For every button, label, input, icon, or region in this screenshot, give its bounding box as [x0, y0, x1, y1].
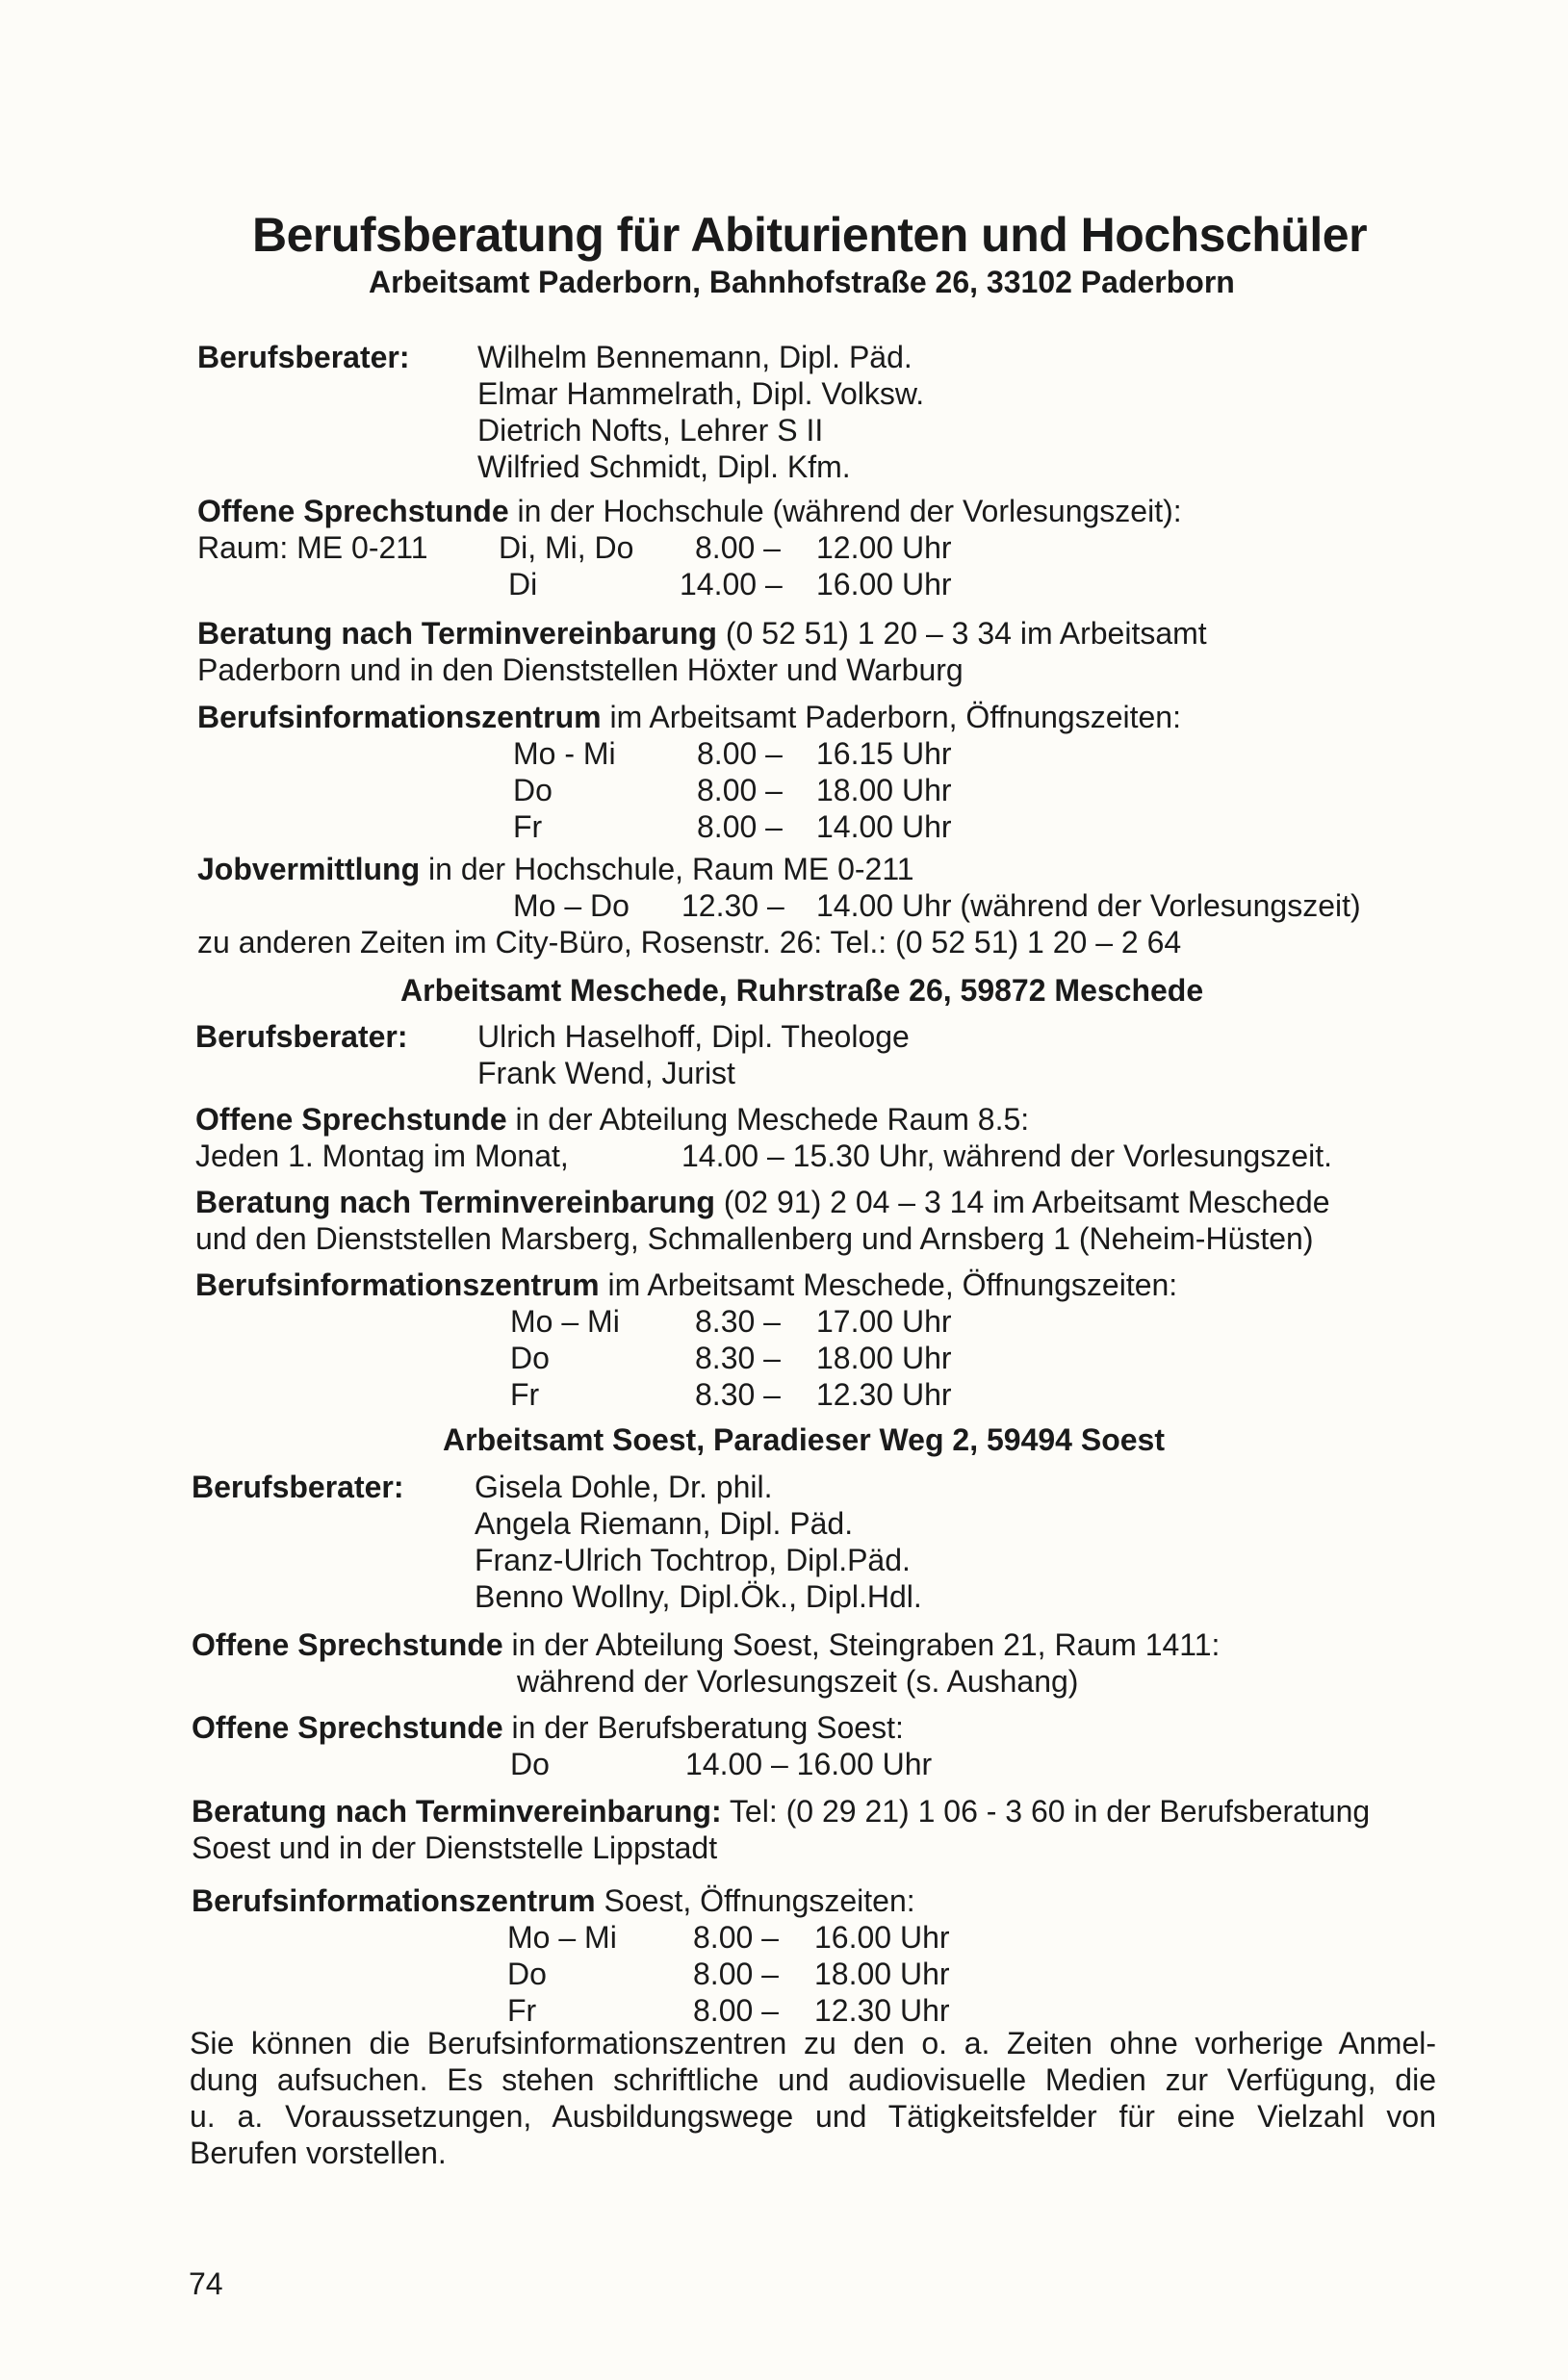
meschede-termin-label: Beratung nach Terminvereinbarung: [195, 1185, 715, 1219]
soest-sprech2-line: [192, 1709, 904, 1746]
soest-termin-text: Tel: (0 29 21) 1 06 - 3 60 in der Berufsberatung: [721, 1794, 1371, 1829]
paderborn-job-label: Jobvermittlung: [197, 852, 421, 886]
soest-biz-to-3: 12.30 Uhr: [814, 1993, 950, 2028]
meschede-berater-1: Ulrich Haselhoff, Dipl. Theologe: [477, 1019, 910, 1054]
meschede-biz-from-3: 8.30 –: [695, 1377, 781, 1412]
page-number: 74: [189, 2266, 223, 2301]
paderborn-raum: Raum: ME 0-211: [197, 530, 428, 565]
meschede-biz-day-3: Fr: [510, 1377, 540, 1412]
paderborn-biz-to-3: 14.00 Uhr: [816, 809, 952, 844]
meschede-biz-line: [195, 1267, 1177, 1303]
paderborn-biz-label: Berufsinformationszentrum: [197, 700, 602, 734]
paderborn-sprech-to-2: 16.00 Uhr: [816, 567, 952, 601]
paderborn-biz-day-1: Mo - Mi: [513, 736, 616, 771]
soest-sprech1-label: Offene Sprechstunde: [192, 1627, 503, 1662]
meschede-biz-to-2: 18.00 Uhr: [816, 1341, 952, 1375]
soest-sprech1-line-2: während der Vorlesungszeit (s. Aushang): [517, 1664, 1079, 1699]
paderborn-biz-day-2: Do: [513, 773, 553, 807]
soest-biz-day-3: Fr: [507, 1993, 537, 2028]
paderborn-sprechstunde-label: Offene Sprechstunde: [197, 494, 509, 528]
meschede-biz-day-1: Mo – Mi: [510, 1304, 620, 1339]
paderborn-biz-text: im Arbeitsamt Paderborn, Öffnungszeiten:: [601, 700, 1181, 734]
paderborn-termin-label: Beratung nach Terminvereinbarung: [197, 616, 717, 651]
soest-biz-line: [192, 1882, 915, 1919]
soest-berater-4: Benno Wollny, Dipl.Ök., Dipl.Hdl.: [475, 1579, 922, 1614]
paderborn-termin-text: (0 52 51) 1 20 – 3 34 im Arbeitsamt: [716, 616, 1207, 651]
soest-biz-to-2: 18.00 Uhr: [814, 1957, 950, 1991]
meschede-heading: Arbeitsamt Meschede, Ruhrstraße 26, 59872 Meschede: [400, 973, 1204, 1008]
meschede-biz-from-2: 8.30 –: [695, 1341, 781, 1375]
meschede-biz-day-2: Do: [510, 1341, 550, 1375]
soest-termin-line-2: Soest und in der Dienststelle Lippstadt: [192, 1830, 718, 1865]
meschede-termin-text: (02 91) 2 04 – 3 14 im Arbeitsamt Meschede: [714, 1185, 1330, 1219]
paderborn-sprech-day-2: Di: [508, 567, 538, 601]
meschede-biz-label: Berufsinformationszentrum: [195, 1267, 600, 1302]
paderborn-sprechstunde-text: in der Hochschule (während der Vorlesungszeit):: [508, 494, 1182, 528]
info-paragraph-line-3: u. a. Voraussetzungen, Ausbildungswege und Tätigkeitsfelder für eine Vielzahl von: [190, 2099, 1436, 2134]
soest-sprech2-text: in der Berufsberatung Soest:: [502, 1710, 904, 1745]
meschede-biz-to-3: 12.30 Uhr: [816, 1377, 952, 1412]
meschede-sprechstunde-text: in der Abteilung Meschede Raum 8.5:: [506, 1102, 1030, 1137]
soest-biz-from-1: 8.00 –: [693, 1920, 779, 1955]
soest-sprech1-text: in der Abteilung Soest, Steingraben 21, Raum 1411:: [502, 1627, 1221, 1662]
paderborn-termin-line-2: Paderborn und in den Dienststellen Höxter und Warburg: [197, 653, 964, 687]
soest-heading: Arbeitsamt Soest, Paradieser Weg 2, 59494 Soest: [443, 1422, 1165, 1457]
paderborn-sprech-from-2: 14.00 –: [680, 567, 783, 601]
paderborn-berater-2: Elmar Hammelrath, Dipl. Volksw.: [477, 376, 925, 411]
meschede-termin-line-2: und den Dienststellen Marsberg, Schmallenberg und Arnsberg 1 (Neheim-Hüsten): [195, 1221, 1314, 1256]
paderborn-biz-from-1: 8.00 –: [697, 736, 783, 771]
info-paragraph-line-2: dung aufsuchen. Es stehen schriftliche und audiovisuelle Medien zur Verfügung, die: [190, 2062, 1436, 2097]
paderborn-biz-from-3: 8.00 –: [697, 809, 783, 844]
meschede-berater-2: Frank Wend, Jurist: [477, 1056, 735, 1090]
soest-termin-label: Beratung nach Terminvereinbarung:: [192, 1794, 722, 1829]
paderborn-berater-3: Dietrich Nofts, Lehrer S II: [477, 413, 824, 448]
paderborn-sprech-from-1: 8.00 –: [695, 530, 781, 565]
soest-termin-line: [192, 1793, 1370, 1830]
soest-biz-text: Soest, Öffnungszeiten:: [595, 1883, 915, 1918]
meschede-sprech-day: Jeden 1. Montag im Monat,: [195, 1139, 569, 1173]
paderborn-berater-1: Wilhelm Bennemann, Dipl. Päd.: [477, 340, 913, 374]
soest-sprech2-label: Offene Sprechstunde: [192, 1710, 503, 1745]
paderborn-job-to: 14.00 Uhr (während der Vorlesungszeit): [816, 888, 1361, 923]
paderborn-job-from: 12.30 –: [681, 888, 784, 923]
paderborn-sprechstunde-line: [197, 493, 1182, 529]
paderborn-job-line: [197, 851, 914, 887]
soest-berater-label: Berufsberater:: [192, 1470, 404, 1504]
paderborn-biz-line: [197, 699, 1181, 735]
paderborn-job-text: in der Hochschule, Raum ME 0-211: [420, 852, 914, 886]
paderborn-biz-to-1: 16.15 Uhr: [816, 736, 952, 771]
meschede-biz-to-1: 17.00 Uhr: [816, 1304, 952, 1339]
meschede-biz-from-1: 8.30 –: [695, 1304, 781, 1339]
paderborn-biz-from-2: 8.00 –: [697, 773, 783, 807]
soest-sprech2-time: 14.00 – 16.00 Uhr: [685, 1747, 933, 1781]
paderborn-termin-line: [197, 615, 1207, 652]
info-paragraph-line-4: Berufen vorstellen.: [190, 2136, 447, 2170]
soest-sprech2-day: Do: [510, 1747, 550, 1781]
soest-biz-from-2: 8.00 –: [693, 1957, 779, 1991]
soest-berater-1: Gisela Dohle, Dr. phil.: [475, 1470, 773, 1504]
soest-biz-to-1: 16.00 Uhr: [814, 1920, 950, 1955]
soest-biz-day-2: Do: [507, 1957, 547, 1991]
meschede-termin-line: [195, 1184, 1330, 1220]
paderborn-berater-4: Wilfried Schmidt, Dipl. Kfm.: [477, 449, 851, 484]
paderborn-sprech-day-1: Di, Mi, Do: [499, 530, 634, 565]
page-title: Berufsberatung für Abiturienten und Hochschüler: [252, 208, 1368, 262]
paderborn-biz-to-2: 18.00 Uhr: [816, 773, 952, 807]
paderborn-sprech-to-1: 12.00 Uhr: [816, 530, 952, 565]
meschede-sprechstunde-line: [195, 1101, 1029, 1138]
meschede-biz-text: im Arbeitsamt Meschede, Öffnungszeiten:: [599, 1267, 1178, 1302]
soest-biz-day-1: Mo – Mi: [507, 1920, 617, 1955]
paderborn-job-line-2: zu anderen Zeiten im City-Büro, Rosenstr. 26: Tel.: (0 52 51) 1 20 – 2 64: [197, 925, 1182, 960]
paderborn-job-day: Mo – Do: [513, 888, 630, 923]
soest-biz-label: Berufsinformationszentrum: [192, 1883, 596, 1918]
soest-berater-2: Angela Riemann, Dipl. Päd.: [475, 1506, 854, 1541]
meschede-berater-label: Berufsberater:: [195, 1019, 408, 1054]
meschede-sprech-time: 14.00 – 15.30 Uhr, während der Vorlesungszeit.: [681, 1139, 1332, 1173]
soest-berater-3: Franz-Ulrich Tochtrop, Dipl.Päd.: [475, 1543, 911, 1577]
paderborn-biz-day-3: Fr: [513, 809, 543, 844]
soest-sprech1-line: [192, 1626, 1220, 1663]
page-subtitle: Arbeitsamt Paderborn, Bahnhofstraße 26, 33102 Paderborn: [369, 265, 1235, 299]
soest-biz-from-3: 8.00 –: [693, 1993, 779, 2028]
meschede-sprechstunde-label: Offene Sprechstunde: [195, 1102, 507, 1137]
paderborn-berater-label: Berufsberater:: [197, 340, 410, 374]
info-paragraph-line-1: Sie können die Berufsinformationszentren zu den o. a. Zeiten ohne vorherige Anmel-: [190, 2026, 1436, 2060]
